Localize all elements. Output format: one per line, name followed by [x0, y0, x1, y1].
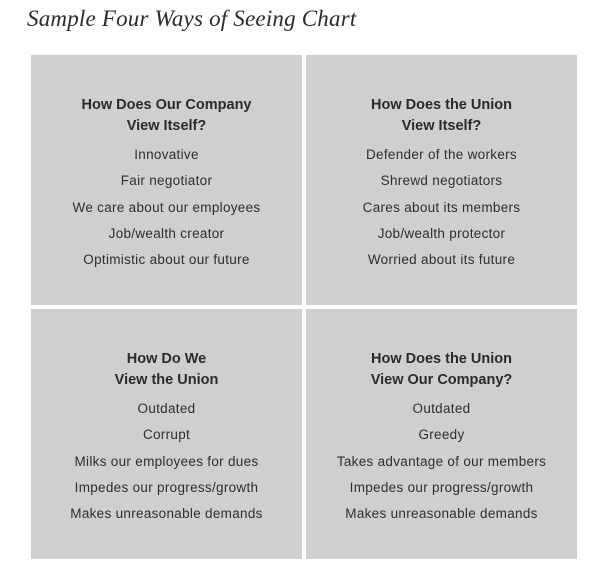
list-item: We care about our employees	[72, 199, 261, 215]
list-item: Milks our employees for dues	[74, 453, 259, 469]
list-item: Job/wealth protector	[377, 225, 506, 241]
heading-line-1: How Do We	[126, 351, 207, 367]
list-item: Impedes our progress/growth	[74, 479, 259, 495]
quadrant-union-self-view	[306, 55, 577, 305]
quadrant-company-view-of-union	[31, 309, 302, 559]
list-item: Innovative	[134, 147, 199, 162]
heading-line-2: View Itself?	[401, 118, 482, 134]
four-ways-grid	[31, 55, 577, 559]
quadrant-items	[31, 142, 302, 273]
quadrant-items	[306, 396, 577, 527]
quadrant-heading	[31, 95, 302, 137]
chart-title: Sample Four Ways of Seeing Chart	[27, 6, 357, 31]
quadrant-heading	[306, 349, 577, 391]
heading-line-1: How Does Our Company	[81, 97, 252, 113]
heading-line-2: View Our Company?	[370, 372, 513, 388]
heading-line-2: View Itself?	[126, 118, 207, 134]
list-item: Optimistic about our future	[83, 252, 250, 268]
list-item: Makes unreasonable demands	[345, 506, 538, 522]
list-item: Corrupt	[142, 427, 191, 443]
heading-line-1: How Does the Union	[371, 97, 512, 113]
list-item: Shrewd negotiators	[380, 173, 503, 189]
list-item: Takes advantage of our members	[336, 453, 547, 469]
quadrant-union-view-of-company	[306, 309, 577, 559]
list-item: Job/wealth creator	[108, 225, 225, 241]
list-item: Impedes our progress/growth	[349, 479, 534, 495]
list-item: Outdated	[137, 401, 196, 416]
list-item: Makes unreasonable demands	[70, 506, 263, 522]
list-item: Fair negotiator	[120, 173, 213, 189]
list-item: Worried about its future	[367, 252, 516, 268]
heading-line-1: How Does the Union	[371, 351, 512, 367]
list-item: Greedy	[418, 427, 465, 443]
list-item: Outdated	[412, 401, 471, 416]
quadrant-heading	[31, 349, 302, 391]
quadrant-company-self-view	[31, 55, 302, 305]
heading-line-2: View the Union	[114, 372, 219, 388]
quadrant-items	[306, 142, 577, 273]
list-item: Defender of the workers	[366, 147, 517, 162]
list-item: Cares about its members	[362, 199, 521, 215]
quadrant-heading	[306, 95, 577, 137]
quadrant-items	[31, 396, 302, 527]
